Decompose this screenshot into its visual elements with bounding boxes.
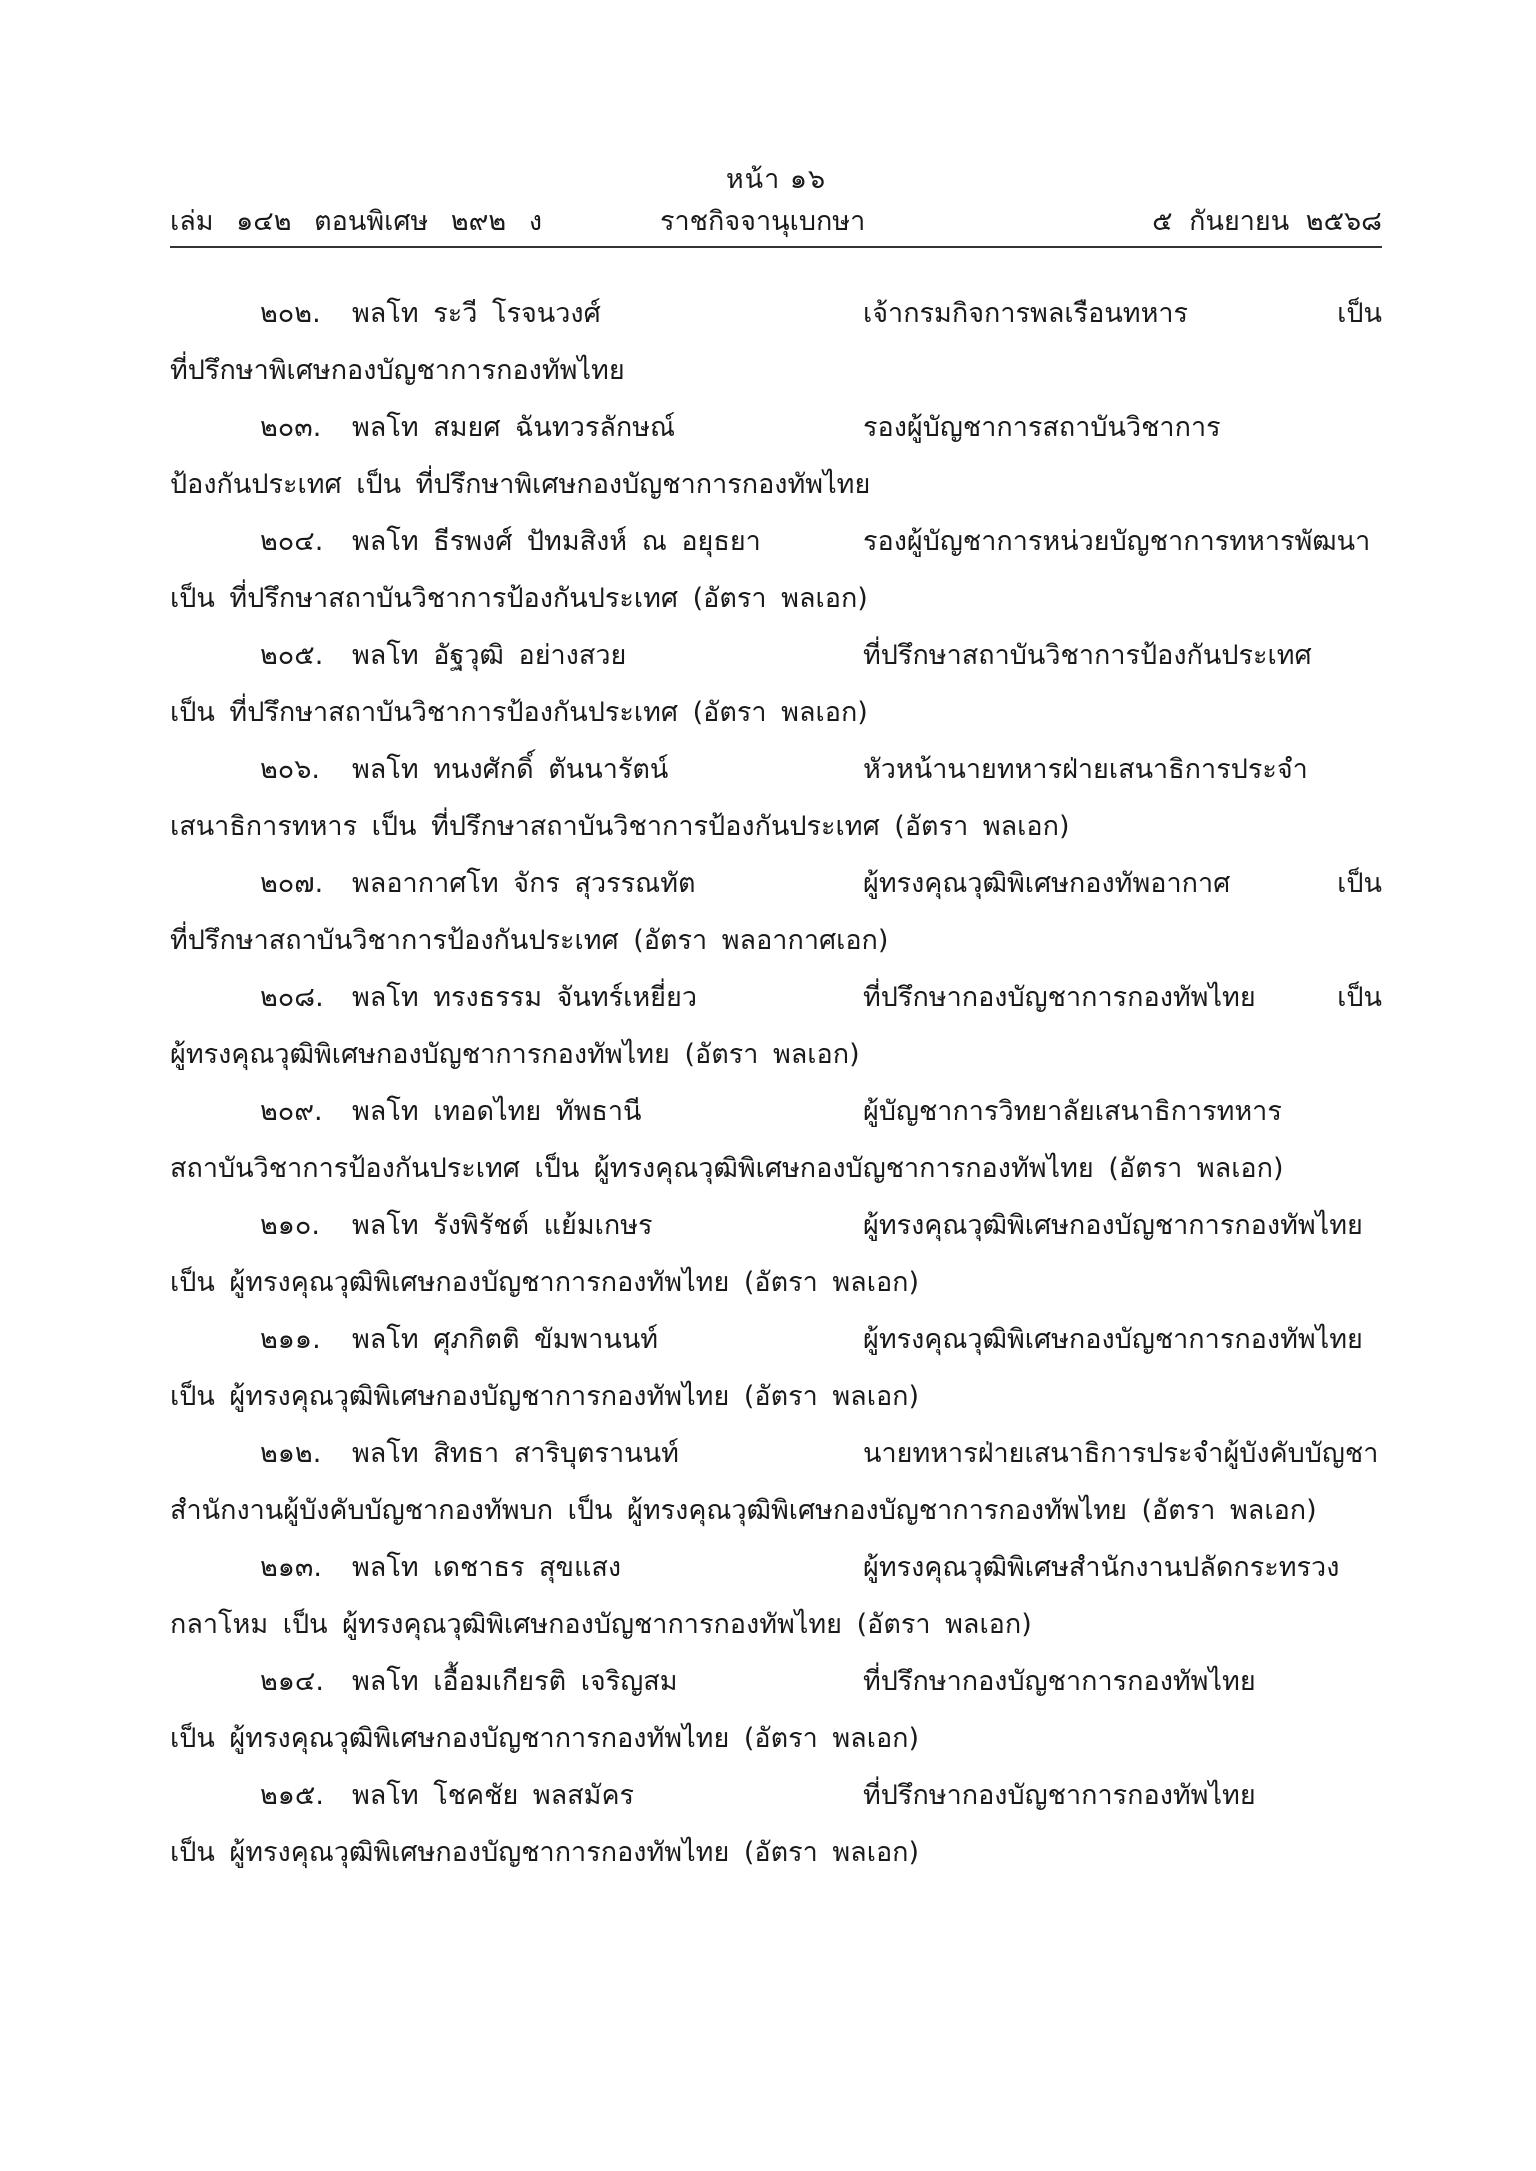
list-item — [170, 1539, 1382, 1653]
item-number: ๒๑๕. — [260, 1780, 324, 1811]
page-header — [170, 160, 1382, 248]
current-position: หัวหน้านายทหารฝ่ายเสนาธิการประจำ — [863, 754, 1308, 785]
officer-name: พลโท ทนงศักดิ์ ตันนารัตน์ — [352, 754, 669, 785]
list-item — [170, 1083, 1382, 1197]
header-rule — [170, 246, 1382, 248]
current-position: ที่ปรึกษากองบัญชาการกองทัพไทย เป็น — [863, 982, 1382, 1013]
officer-name: พลโท สมยศ ฉันทวรลักษณ์ — [352, 412, 676, 443]
publication-date: ๕ กันยายน ๒๕๖๘ — [1152, 206, 1382, 237]
current-position: ผู้ทรงคุณวุฒิพิเศษกองบัญชาการกองทัพไทย — [863, 1324, 1363, 1355]
item-number: ๒๐๒. — [260, 298, 321, 329]
list-item — [170, 513, 1382, 627]
item-number: ๒๐๓. — [260, 412, 322, 443]
officer-name: พลโท เอื้อมเกียรติ เจริญสม — [352, 1666, 678, 1697]
list-item — [170, 285, 1382, 399]
volume-info: เล่ม ๑๔๒ ตอนพิเศษ ๒๙๒ ง — [170, 206, 542, 237]
list-item — [170, 1653, 1382, 1767]
header-row — [170, 200, 1382, 244]
new-position: เป็น ผู้ทรงคุณวุฒิพิเศษกองบัญชาการกองทัพไทย (อัตรา พลเอก) — [170, 1837, 920, 1868]
item-number: ๒๐๙. — [260, 1096, 323, 1127]
current-position: ผู้ทรงคุณวุฒิพิเศษสำนักงานปลัดกระทรวง — [863, 1552, 1340, 1583]
item-number: ๒๑๐. — [260, 1210, 320, 1241]
officer-name: พลโท ศุภกิตติ ขัมพานนท์ — [352, 1324, 659, 1355]
list-item — [170, 399, 1382, 513]
new-position: สถาบันวิชาการป้องกันประเทศ เป็น ผู้ทรงคุณวุฒิพิเศษกองบัญชาการกองทัพไทย (อัตรา พลเอก) — [170, 1153, 1284, 1184]
new-position: ที่ปรึกษาสถาบันวิชาการป้องกันประเทศ (อัตรา พลอากาศเอก) — [170, 925, 889, 956]
current-position: รองผู้บัญชาการสถาบันวิชาการ — [863, 412, 1221, 443]
list-item — [170, 1767, 1382, 1881]
item-number: ๒๐๖. — [260, 754, 320, 785]
current-position: ที่ปรึกษากองบัญชาการกองทัพไทย — [863, 1666, 1256, 1697]
list-item — [170, 627, 1382, 741]
current-position: นายทหารฝ่ายเสนาธิการประจำผู้บังคับบัญชา — [863, 1438, 1379, 1469]
officer-name: พลโท ธีรพงศ์ ปัทมสิงห์ ณ อยุธยา — [352, 526, 761, 557]
officer-name: พลโท เทอดไทย ทัพธานี — [352, 1096, 642, 1127]
item-number: ๒๑๑. — [260, 1324, 321, 1355]
current-position: ผู้บัญชาการวิทยาลัยเสนาธิการทหาร — [863, 1096, 1282, 1127]
new-position: เป็น ผู้ทรงคุณวุฒิพิเศษกองบัญชาการกองทัพไทย (อัตรา พลเอก) — [170, 1381, 920, 1412]
list-item — [170, 1197, 1382, 1311]
new-position: เป็น ผู้ทรงคุณวุฒิพิเศษกองบัญชาการกองทัพไทย (อัตรา พลเอก) — [170, 1267, 920, 1298]
item-number: ๒๐๔. — [260, 526, 324, 557]
current-position: ที่ปรึกษาสถาบันวิชาการป้องกันประเทศ — [863, 640, 1312, 671]
new-position: สำนักงานผู้บังคับบัญชากองทัพบก เป็น ผู้ทรงคุณวุฒิพิเศษกองบัญชาการกองทัพไทย (อัตรา พลเอก) — [170, 1495, 1317, 1526]
new-position: กลาโหม เป็น ผู้ทรงคุณวุฒิพิเศษกองบัญชาการกองทัพไทย (อัตรา พลเอก) — [170, 1609, 1032, 1640]
current-position: รองผู้บัญชาการหน่วยบัญชาการทหารพัฒนา — [863, 526, 1371, 557]
current-position: เจ้ากรมกิจการพลเรือนทหาร เป็น — [863, 298, 1382, 329]
officer-name: พลโท ระวี โรจนวงศ์ — [352, 298, 601, 329]
item-number: ๒๐๘. — [260, 982, 324, 1013]
list-item — [170, 855, 1382, 969]
new-position: เป็น ผู้ทรงคุณวุฒิพิเศษกองบัญชาการกองทัพไทย (อัตรา พลเอก) — [170, 1723, 920, 1754]
officer-name: พลโท อัฐวุฒิ อย่างสวย — [352, 640, 627, 671]
officer-name: พลโท โชคชัย พลสมัคร — [352, 1780, 635, 1811]
item-number: ๒๐๗. — [260, 868, 324, 899]
new-position: เสนาธิการทหาร เป็น ที่ปรึกษาสถาบันวิชาการป้องกันประเทศ (อัตรา พลเอก) — [170, 811, 1070, 842]
officer-name: พลโท เดชาธร สุขแสง — [352, 1552, 622, 1583]
item-number: ๒๐๕. — [260, 640, 324, 671]
new-position: เป็น ที่ปรึกษาสถาบันวิชาการป้องกันประเทศ (อัตรา พลเอก) — [170, 697, 868, 728]
item-number: ๒๑๒. — [260, 1438, 322, 1469]
page-number: หน้า ๑๖ — [725, 164, 827, 195]
current-position: ผู้ทรงคุณวุฒิพิเศษกองทัพอากาศ เป็น — [863, 868, 1382, 899]
publication-name: ราชกิจจานุเบกษา — [660, 206, 866, 237]
list-item — [170, 741, 1382, 855]
new-position: ป้องกันประเทศ เป็น ที่ปรึกษาพิเศษกองบัญชาการกองทัพไทย — [170, 469, 871, 500]
officer-name: พลโท สิทธา สาริบุตรานนท์ — [352, 1438, 679, 1469]
current-position: ผู้ทรงคุณวุฒิพิเศษกองบัญชาการกองทัพไทย — [863, 1210, 1363, 1241]
officer-name: พลโท รังพิรัชต์ แย้มเกษร — [352, 1210, 653, 1241]
list-item — [170, 1425, 1382, 1539]
new-position: ผู้ทรงคุณวุฒิพิเศษกองบัญชาการกองทัพไทย (อัตรา พลเอก) — [170, 1039, 860, 1070]
item-number: ๒๑๔. — [260, 1666, 324, 1697]
current-position: ที่ปรึกษากองบัญชาการกองทัพไทย — [863, 1780, 1256, 1811]
new-position: เป็น ที่ปรึกษาสถาบันวิชาการป้องกันประเทศ (อัตรา พลเอก) — [170, 583, 868, 614]
appointment-list — [170, 285, 1382, 1881]
item-number: ๒๑๓. — [260, 1552, 322, 1583]
officer-name: พลอากาศโท จักร สุวรรณทัต — [352, 868, 696, 899]
new-position: ที่ปรึกษาพิเศษกองบัญชาการกองทัพไทย — [170, 355, 625, 386]
officer-name: พลโท ทรงธรรม จันทร์เหยี่ยว — [352, 982, 697, 1013]
list-item — [170, 1311, 1382, 1425]
list-item — [170, 969, 1382, 1083]
